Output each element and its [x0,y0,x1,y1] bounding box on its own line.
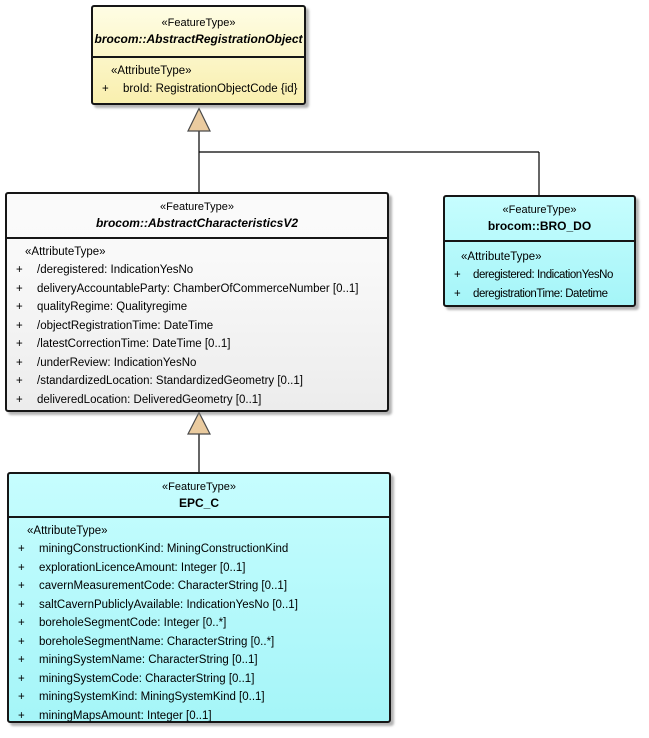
visibility-plus: + [16,319,23,332]
attribute-text: miningSystemCode: CharacterString [0..1] [39,672,255,685]
attributes-compartment [9,518,389,725]
attribute-stereotype: «AttributeType» [25,246,106,258]
attribute-row [7,372,387,391]
generalization-arrowhead-icon [188,413,210,435]
attribute-row [9,596,389,615]
attribute-text: /objectRegistrationTime: DateTime [37,319,214,332]
attribute-text: deregistrationTime: Datetime [473,287,608,300]
attribute-row [9,688,389,707]
attribute-row [9,633,389,652]
attribute-text: miningMapsAmount: Integer [0..1] [39,709,212,722]
attribute-text: deliveryAccountableParty: ChamberOfCommerceNumber [0..1] [37,282,359,295]
visibility-plus: + [18,709,25,722]
class-stereotype: «FeatureType» [161,17,236,29]
generalization-connector-characteristics-to-registration[interactable] [188,109,539,194]
attribute-row [9,540,389,559]
class-abstract-characteristics-v2[interactable] [5,192,389,412]
attribute-row [9,707,389,726]
attributes-compartment [7,239,387,409]
attribute-row [7,261,387,280]
class-stereotype: «FeatureType» [162,480,236,493]
attribute-text: deregistered: IndicationYesNo [473,269,613,281]
visibility-plus: + [18,654,25,666]
class-bro-do[interactable] [443,195,636,307]
visibility-plus: + [16,282,23,295]
attribute-row [9,651,389,670]
attribute-row [445,285,634,304]
attribute-row [7,335,387,354]
visibility-plus: + [18,543,25,555]
attribute-text: miningSystemKind: MiningSystemKind [0..1] [39,691,265,703]
attribute-text: boreholeSegmentName: CharacterString [0..*] [39,635,275,648]
visibility-plus: + [18,561,25,574]
attribute-text: deliveredLocation: DeliveredGeometry [0..1] [37,393,262,406]
visibility-plus: + [16,301,23,313]
attribute-stereotype: «AttributeType» [111,65,192,77]
visibility-plus: + [454,269,461,281]
visibility-plus: + [102,83,109,95]
attribute-text: /deregistered: IndicationYesNo [37,264,194,276]
attribute-text: explorationLicenceAmount: Integer [0..1] [39,561,246,574]
visibility-plus: + [18,672,25,685]
attribute-stereotype: «AttributeType» [461,251,542,263]
class-stereotype: «FeatureType» [502,204,577,216]
visibility-plus: + [18,691,25,703]
attributes-compartment [93,58,304,99]
attribute-stereotype: «AttributeType» [27,525,108,537]
attribute-row [7,317,387,336]
attribute-text: qualityRegime: Qualityregime [37,301,188,313]
attribute-row [7,298,387,317]
attribute-row [9,577,389,596]
attribute-row [7,391,387,410]
class-epc-c[interactable] [7,472,391,723]
visibility-plus: + [16,264,23,276]
visibility-plus: + [18,617,25,629]
attributes-compartment [445,242,634,303]
class-header [7,194,387,239]
attribute-row [7,280,387,299]
visibility-plus: + [16,338,23,350]
class-header [445,197,634,242]
generalization-connector-epcc-to-characteristics[interactable] [188,413,210,474]
visibility-plus: + [18,598,25,611]
class-name: EPC_C [178,495,219,510]
attribute-text: /standardizedLocation: StandardizedGeometry [0..1] [37,375,303,387]
attribute-row [9,670,389,689]
attribute-text: boreholeSegmentCode: Integer [0..*] [39,617,227,629]
attribute-row [93,80,304,99]
class-header [93,7,304,58]
visibility-plus: + [18,635,25,648]
visibility-plus: + [16,393,23,406]
class-stereotype: «FeatureType» [160,201,234,213]
attribute-row [9,614,389,633]
class-header [9,474,389,518]
attribute-row [9,559,389,578]
attribute-text: miningConstructionKind: MiningConstructionKind [39,543,289,555]
attribute-text: saltCavernPubliclyAvailable: IndicationYesNo [0..1] [39,598,298,611]
attribute-row [445,266,634,285]
attribute-text: /underReview: IndicationYesNo [37,356,197,369]
attribute-text: /latestCorrectionTime: DateTime [0..1] [37,338,231,350]
class-abstract-registration-object[interactable] [91,5,306,105]
attribute-text: broId: RegistrationObjectCode {id} [123,83,298,95]
generalization-arrowhead-icon [188,109,210,132]
attribute-text: miningSystemName: CharacterString [0..1] [39,654,258,666]
attribute-text: cavernMeasurementCode: CharacterString [0..1] [39,580,288,592]
class-name: brocom::BRO_DO [487,219,592,233]
visibility-plus: + [16,375,23,387]
visibility-plus: + [16,356,23,369]
class-name: brocom::AbstractRegistrationObject [94,32,303,46]
visibility-plus: + [454,287,461,300]
visibility-plus: + [18,580,25,592]
attribute-row [7,354,387,373]
class-name: brocom::AbstractCharacteristicsV2 [95,216,299,230]
